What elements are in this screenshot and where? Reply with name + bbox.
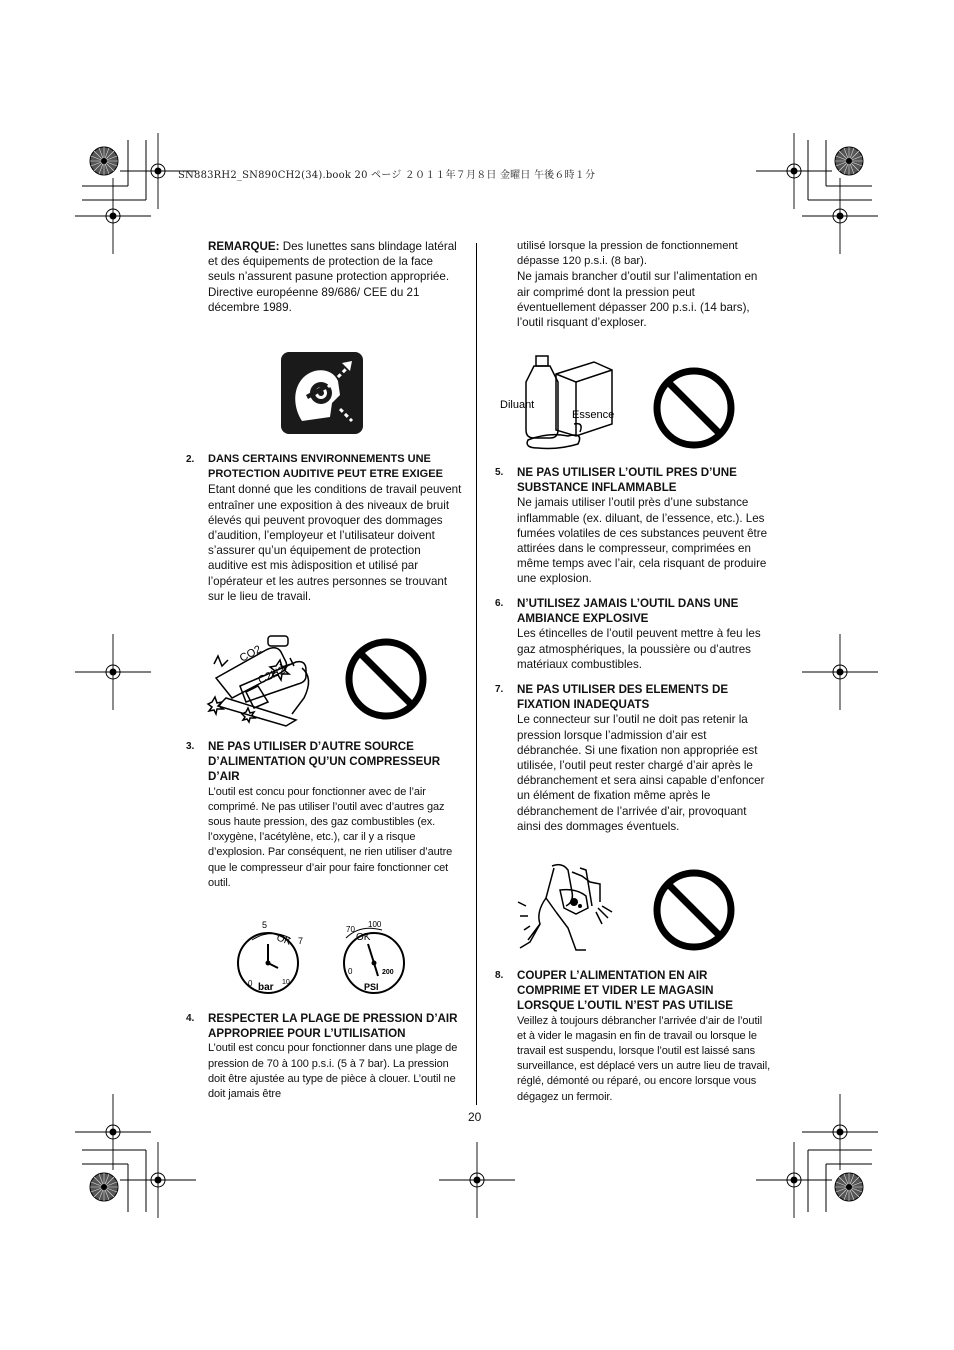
item-body: Le connecteur sur l’outil ne doit pas retenir la pression lorsque l’admission d’air est débranchée. Si une fixation non appropriée est utilisée, l’outil peut rester chargé d’air après le débranchement et sera ainsi capable d’enfoncer un élément de fixation même après le débranchement de l’arrivée d’air, provoquant ainsi des dommages éventuels.	[517, 713, 765, 833]
prohibition-sign	[651, 365, 737, 451]
print-header: SN883RH2_SN890CH2(34).book 20 ページ ２０１１年７月８日 金曜日 午後６時１分	[178, 170, 596, 181]
pressure-gauge-psi	[340, 918, 412, 1000]
item-body: L’outil est concu pour fonctionner dans une plage de pression de 70 à 100 p.s.i. (5 à 7 bar). La pression doit être ajustée au type de pièce à clouer. L’outil ne doit jamais être	[208, 1042, 458, 1101]
item-body: Etant donné que les conditions de travail peuvent entraîner une exposition à des niveaux de bruit élevés qui peuvent provoquer des dommages d’audition, l’employeur et l’utilisateur doivent s’assurer qu’un équipement de protection auditive est mis àdisposition et utilisé par l’opérateur et les autres personnes se trouvant sur le lieu de travail.	[208, 483, 462, 603]
remarque-note	[208, 239, 460, 315]
pressure-paragraph-1: utilisé lorsque la pression de fonctionnement dépasse 120 p.s.i. (8 bar).	[517, 240, 738, 268]
gauge-psi-top: 100	[368, 920, 382, 929]
gauge-bar-top: 5	[262, 920, 268, 930]
essence-label: Essence	[572, 409, 615, 421]
safety-item-2	[186, 452, 462, 604]
item-number: 8.	[495, 970, 504, 981]
gas-cylinders-illustration	[206, 628, 316, 728]
safety-item-8	[495, 968, 771, 1105]
gauge-bar-left: 0	[248, 979, 253, 988]
prohibition-sign	[651, 867, 737, 953]
gauge-psi-unit: PSI	[364, 982, 379, 992]
safety-item-5	[495, 465, 771, 587]
item-heading: COUPER L’ALIMENTATION EN AIR COMPRIME ET VIDER LE MAGASIN LORSQUE L’OUTIL N’EST PAS UTILISE	[517, 969, 734, 1013]
column-divider	[476, 243, 477, 1105]
item-number: 5.	[495, 467, 504, 478]
pressure-gauge-bar	[232, 918, 304, 1000]
flammable-substances-illustration	[498, 352, 628, 452]
gauge-bar-bottom-right: 10	[282, 979, 290, 986]
gauge-psi-right: 200	[382, 969, 394, 976]
item-heading: NE PAS UTILISER D’AUTRE SOURCE D’ALIMENTATION QU’UN COMPRESSEUR D’AIR	[208, 740, 441, 784]
diluant-label: Diluant	[500, 399, 535, 411]
item-number: 7.	[495, 684, 504, 695]
c2h2-label: C2H2	[256, 664, 287, 687]
safety-item-7	[495, 682, 771, 834]
item-body: Ne jamais utiliser l’outil près d’une substance inflammable (ex. diluant, de l’essence, etc.). Les fumées volatiles de ces substances peuvent être attirées dans le compresseur, comprimées en même temps avec l’air, cela risquant de produire une explosion.	[517, 496, 768, 586]
item-number: 4.	[186, 1013, 195, 1024]
safety-item-6	[495, 596, 771, 672]
item-number: 6.	[495, 598, 504, 609]
item-body: Les étincelles de l’outil peuvent mettre à feu les gaz atmosphériques, la poussière ou d’autres matériaux combustibles.	[517, 627, 761, 671]
eye-protection-pictogram	[280, 351, 364, 435]
safety-item-3	[186, 739, 462, 891]
item-body: Veillez à toujours débrancher l’arrivée d’air de l’outil et à vider le magasin en fin de travail ou lorsque le travail est suspendu, lorsque l’outil est laissé sans surveillance, est déplacé vers un autre lieu de travail, réglé, démonté ou réparé, ou encore lorsque vous dégagez un fermoir.	[517, 1014, 771, 1103]
person-carrying-nailer-illustration	[516, 862, 616, 956]
item-number: 3.	[186, 741, 195, 752]
gauge-bar-right: 7	[298, 936, 304, 946]
remarque-label: REMARQUE:	[208, 240, 280, 253]
co2-label: CO2	[237, 643, 264, 665]
page-number: 20	[468, 1110, 482, 1124]
item-heading: N’UTILISEZ JAMAIS L’OUTIL DANS UNE AMBIANCE EXPLOSIVE	[517, 597, 739, 626]
gauge-bar-ok: OK	[274, 932, 293, 948]
gauge-psi-top-left: 70	[346, 925, 355, 934]
gauge-psi-left: 0	[348, 967, 353, 976]
safety-item-4	[186, 1011, 462, 1102]
item-heading: NE PAS UTILISER DES ELEMENTS DE FIXATION INADEQUATS	[517, 683, 729, 712]
gauge-bar-unit: bar	[258, 982, 274, 993]
gauge-psi-ok: OK	[356, 932, 371, 943]
item-heading: RESPECTER LA PLAGE DE PRESSION D’AIR APPROPRIEE POUR L’UTILISATION	[208, 1012, 458, 1041]
item-body: L’outil est concu pour fonctionner avec de l’air comprimé. Ne pas utiliser l’outil avec d’autres gaz sous haute pression, des gaz combustibles (ex. l’oxygène, l’acétylène, etc.), car il y a risque d’explosion. Par conséquent, ne rien utiliser d’autre que le compresseur d’air pour faire fonctionner cet outil.	[208, 785, 453, 889]
item-heading: DANS CERTAINS ENVIRONNEMENTS UNE PROTECTION AUDITIVE PEUT ETRE EXIGEE	[208, 453, 443, 481]
item-heading: NE PAS UTILISER L’OUTIL PRES D’UNE SUBSTANCE INFLAMMABLE	[517, 466, 737, 495]
pressure-continuation	[517, 239, 769, 330]
pressure-paragraph-2: Ne jamais brancher d’outil sur l’alimentation en air comprimé dont la pression peut éventuellement dépasser 200 p.s.i. (14 bars), l’outil risquant d’exploser.	[517, 270, 758, 330]
prohibition-sign	[343, 636, 429, 722]
remarque-text: Des lunettes sans blindage latéral et des équipements de protection de la face seuls n’assurent pasune protection appropriée. Directive européenne 89/686/ CEE du 21 décembre 1989.	[208, 240, 457, 314]
item-number: 2.	[186, 454, 195, 465]
